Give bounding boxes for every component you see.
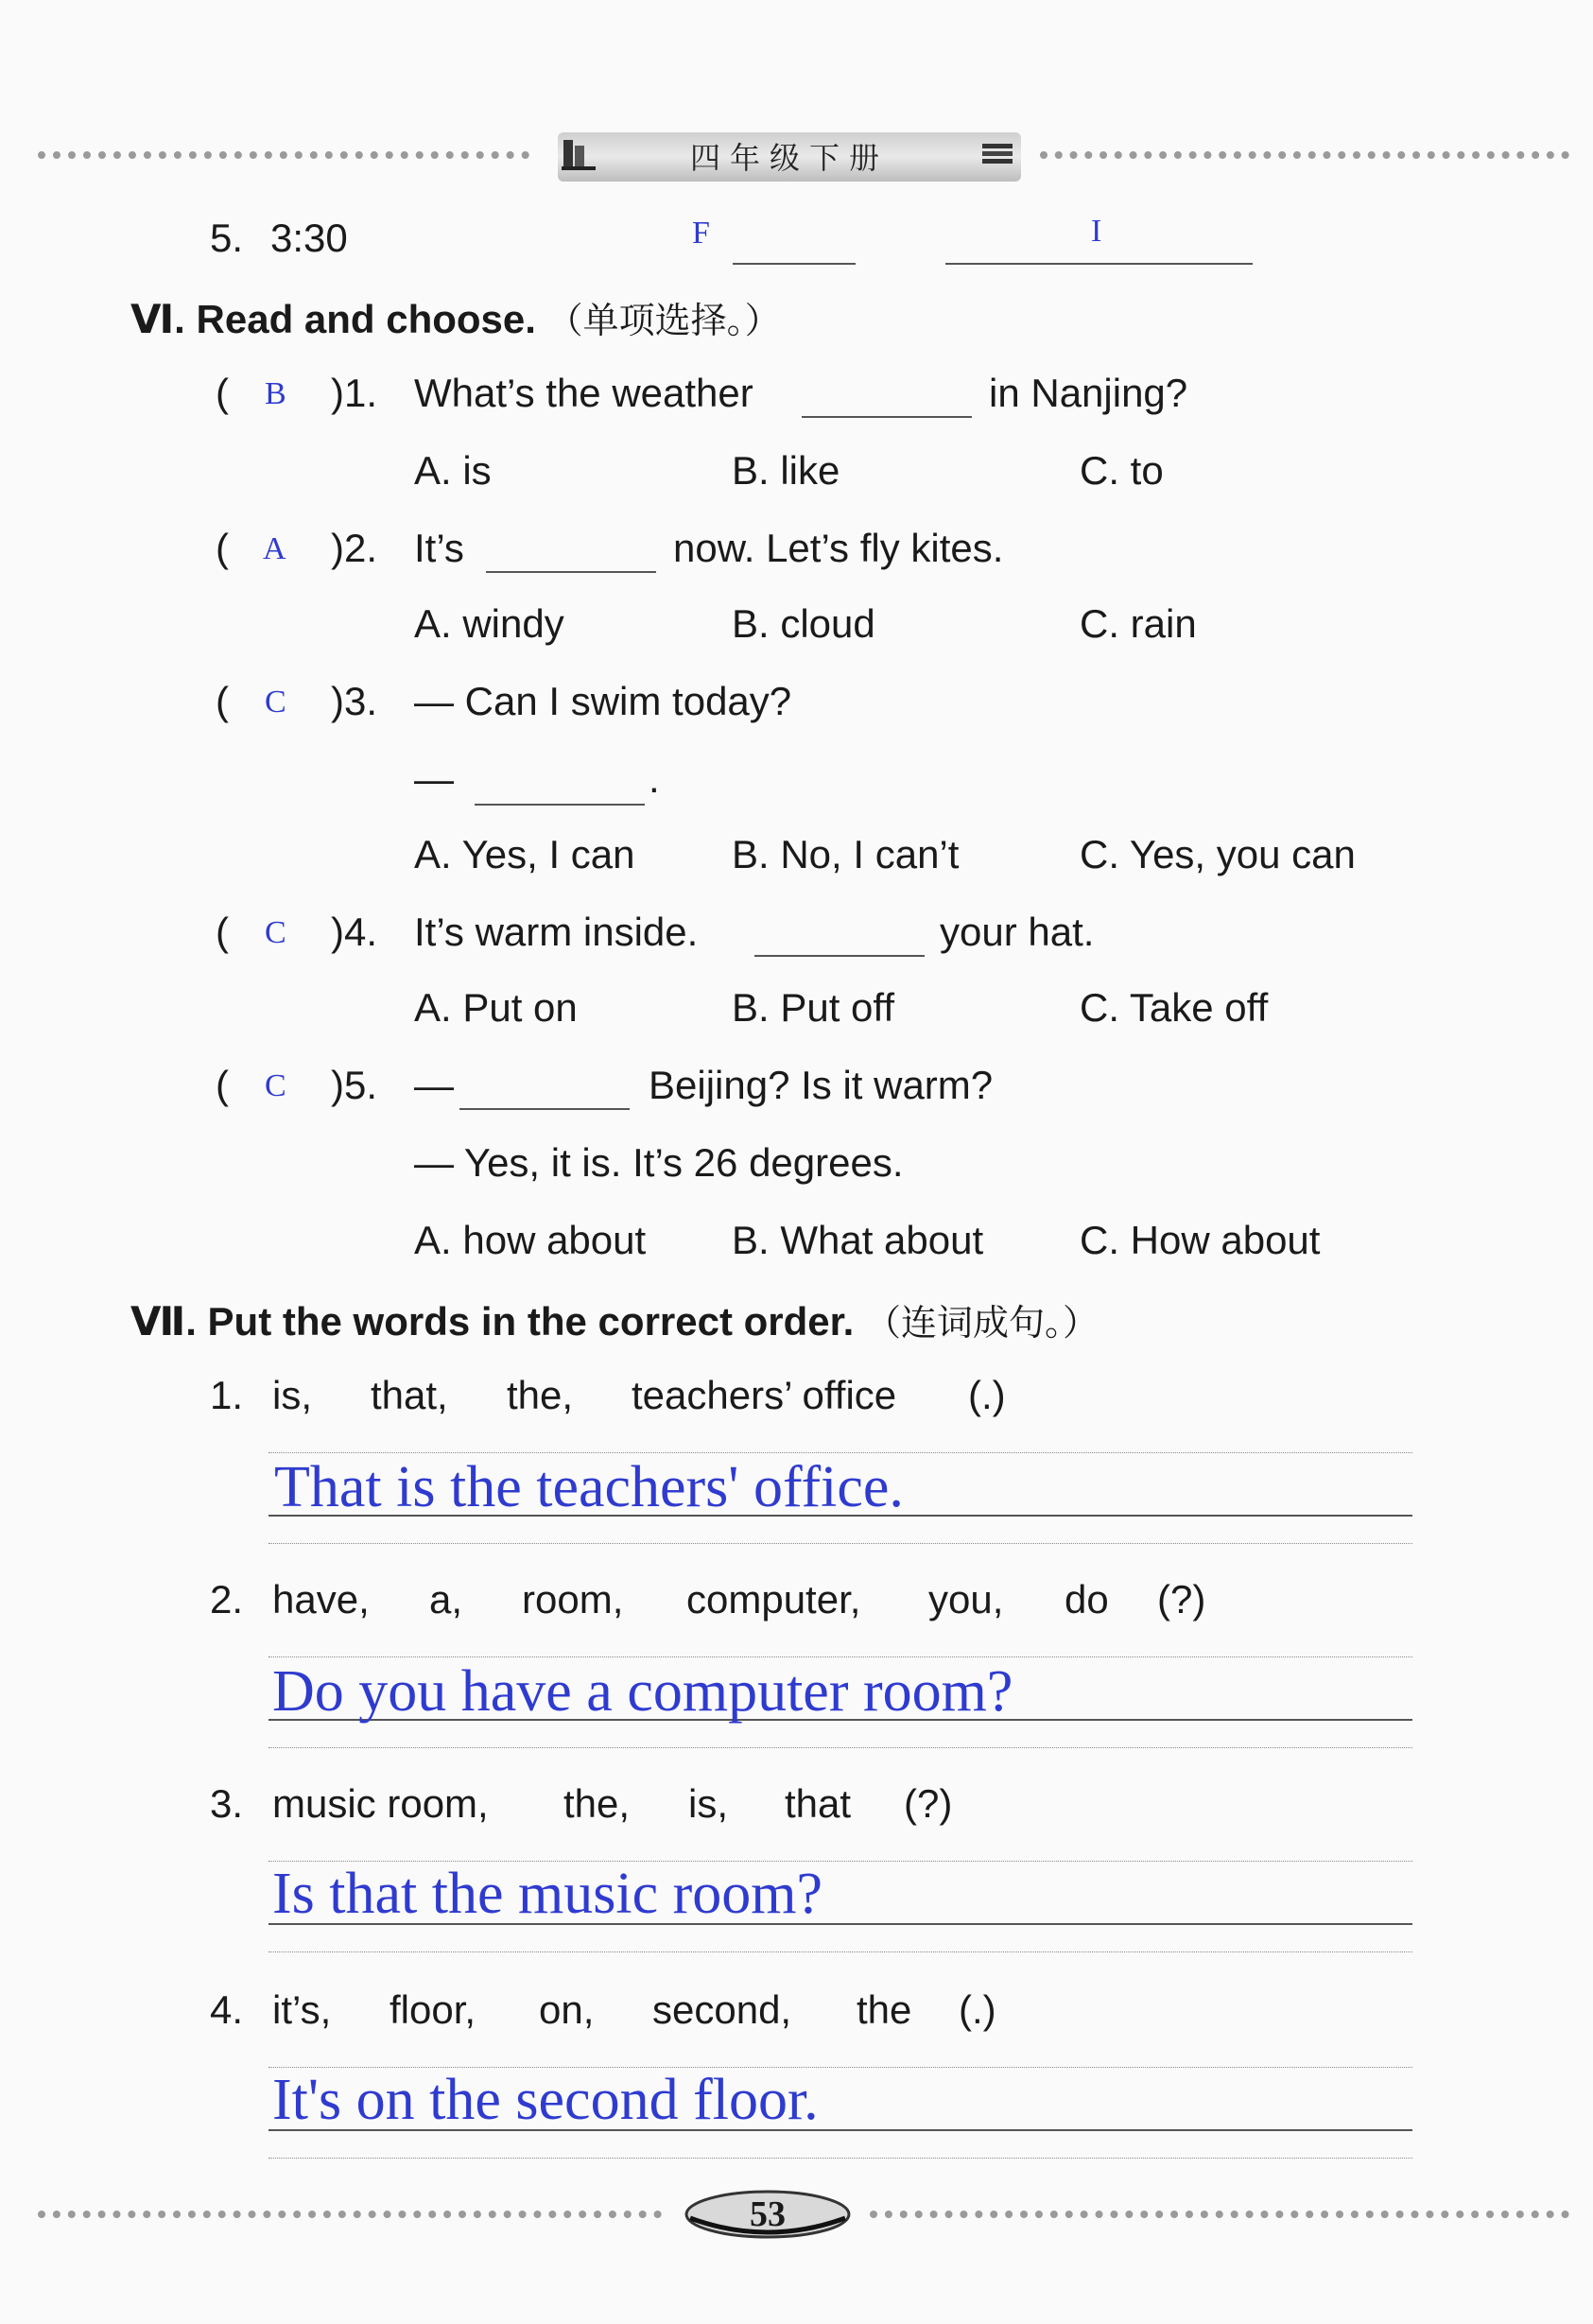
q5-stem-b: Beijing? Is it warm? xyxy=(649,1063,994,1107)
q2-stem-b: now. Let’s fly kites. xyxy=(673,526,1004,570)
q1-stem-b: in Nanjing? xyxy=(989,371,1188,415)
s7-item4-word: second, xyxy=(652,1987,792,2032)
s7-item2-word: a, xyxy=(429,1577,463,1622)
q3-option-c: C. Yes, you can xyxy=(1080,832,1356,876)
q4-paren-open: ( xyxy=(216,910,229,954)
q3-answer: C xyxy=(265,685,286,720)
s7-item3-rule xyxy=(268,1951,1412,1952)
q3-option-b: B. No, I can’t xyxy=(732,832,960,876)
section6-title: Read and choose. xyxy=(196,297,536,341)
s7-item4-word: (.) xyxy=(959,1987,996,2032)
s7-item2-answer: Do you have a computer room? xyxy=(272,1659,1013,1724)
section7-heading xyxy=(130,1293,1099,1345)
q2-option-c: C. rain xyxy=(1080,601,1197,646)
q5-option-a: A. how about xyxy=(414,1218,647,1262)
s7-item2-rule xyxy=(268,1747,1412,1748)
s7-item2-word: (?) xyxy=(1157,1577,1206,1622)
section6-heading xyxy=(130,291,781,343)
footer-dots-right xyxy=(870,2211,1569,2218)
q3-number: )3. xyxy=(331,679,378,723)
q1-option-b: B. like xyxy=(732,448,840,493)
q2-blank xyxy=(486,571,656,573)
q5-number: )5. xyxy=(331,1063,378,1107)
q1-paren-open: ( xyxy=(216,371,229,415)
s7-item1-answer: That is the teachers' office. xyxy=(274,1455,904,1519)
q4-answer: C xyxy=(265,915,286,950)
s7-item3-word: the, xyxy=(563,1781,631,1826)
book-title: 四年级下册 xyxy=(689,140,889,176)
q4-stem-b: your hat. xyxy=(940,910,1095,954)
q1-answer: B xyxy=(265,376,286,411)
s7-item1-rule xyxy=(268,1452,1412,1453)
s7-item4-word: the xyxy=(857,1987,912,2032)
q2-paren-open: ( xyxy=(216,526,229,570)
q4-option-a: A. Put on xyxy=(414,985,578,1030)
s7-item4-word: on, xyxy=(539,1987,595,2032)
section6-cn: （单项选择。） xyxy=(546,300,781,341)
s7-item3-answer: Is that the music room? xyxy=(272,1862,822,1926)
q4-option-b: B. Put off xyxy=(732,985,894,1030)
q1-blank xyxy=(802,416,972,418)
s7-item2-word: you, xyxy=(928,1577,1004,1622)
q5-dash: — xyxy=(414,1063,454,1107)
q5-answer: C xyxy=(265,1068,286,1103)
prev-item-blank-left xyxy=(733,263,856,265)
s7-item1-word: teachers’ office xyxy=(632,1373,897,1417)
s7-item2-word: room, xyxy=(522,1577,624,1622)
q4-number: )4. xyxy=(331,910,378,954)
q2-number: )2. xyxy=(331,526,378,570)
s7-item2-word: computer, xyxy=(686,1577,861,1622)
q1-number: )1. xyxy=(331,371,378,415)
s7-item1-word: that, xyxy=(371,1373,448,1417)
q1-option-a: A. is xyxy=(414,448,492,493)
q4-blank xyxy=(754,955,925,957)
q4-option-c: C. Take off xyxy=(1080,985,1269,1030)
q1-stem-a: What’s the weather xyxy=(414,371,753,415)
prev-item-time: 3:30 xyxy=(270,216,348,260)
s7-item3-word: is, xyxy=(688,1781,728,1826)
s7-item2-word: have, xyxy=(272,1577,370,1622)
footer-dots-left xyxy=(38,2211,662,2218)
s7-item1-word: (.) xyxy=(968,1373,1006,1417)
prev-item-number: 5. xyxy=(210,216,244,260)
q5-paren-open: ( xyxy=(216,1063,229,1107)
prev-item-blank-right xyxy=(945,263,1253,265)
s7-item4-answer: It's on the second floor. xyxy=(272,2068,819,2132)
q5-reply: — Yes, it is. It’s 26 degrees. xyxy=(414,1140,904,1185)
q3-period: . xyxy=(649,756,660,801)
s7-item4-rule xyxy=(268,2158,1412,2159)
section7-numeral: Ⅶ. xyxy=(130,1299,197,1344)
s7-item3-number: 3. xyxy=(210,1781,244,1826)
s7-item2-rule xyxy=(268,1656,1412,1657)
prev-item-answer-left: F xyxy=(692,216,710,251)
q5-option-c: C. How about xyxy=(1080,1218,1321,1262)
header-dots-right xyxy=(1040,151,1569,159)
q5-option-b: B. What about xyxy=(732,1218,984,1262)
section7-cn: （连词成句。） xyxy=(865,1302,1100,1344)
q2-answer: A xyxy=(263,531,286,566)
q2-option-a: A. windy xyxy=(414,601,564,646)
s7-item4-number: 4. xyxy=(210,1987,244,2032)
page-number-badge xyxy=(683,2186,853,2243)
q5-blank xyxy=(459,1108,630,1110)
s7-item2-word: do xyxy=(1065,1577,1109,1622)
q3-option-a: A. Yes, I can xyxy=(414,832,635,876)
q2-stem-a: It’s xyxy=(414,526,464,570)
s7-item3-word: music room, xyxy=(272,1781,489,1826)
q3-stem: — Can I swim today? xyxy=(414,679,792,723)
s7-item3-word: (?) xyxy=(904,1781,953,1826)
q3-reply-dash: — xyxy=(414,756,454,801)
q4-stem-a: It’s warm inside. xyxy=(414,910,699,954)
s7-item1-rule xyxy=(268,1543,1412,1544)
s7-item1-number: 1. xyxy=(210,1373,244,1417)
s7-item3-word: that xyxy=(785,1781,852,1826)
q3-paren-open: ( xyxy=(216,679,229,723)
section6-numeral: Ⅵ. xyxy=(130,297,185,341)
q2-option-b: B. cloud xyxy=(732,601,875,646)
q3-blank xyxy=(475,804,645,806)
page-number: 53 xyxy=(750,2194,786,2234)
header-dots-left xyxy=(38,151,529,159)
s7-item4-word: it’s, xyxy=(272,1987,332,2032)
q1-option-c: C. to xyxy=(1080,448,1164,493)
prev-item-answer-right: I xyxy=(1091,214,1102,249)
s7-item1-word: the, xyxy=(507,1373,574,1417)
section7-title: Put the words in the correct order. xyxy=(207,1299,855,1344)
s7-item1-word: is, xyxy=(272,1373,312,1417)
s7-item4-word: floor, xyxy=(390,1987,476,2032)
s7-item2-number: 2. xyxy=(210,1577,244,1622)
